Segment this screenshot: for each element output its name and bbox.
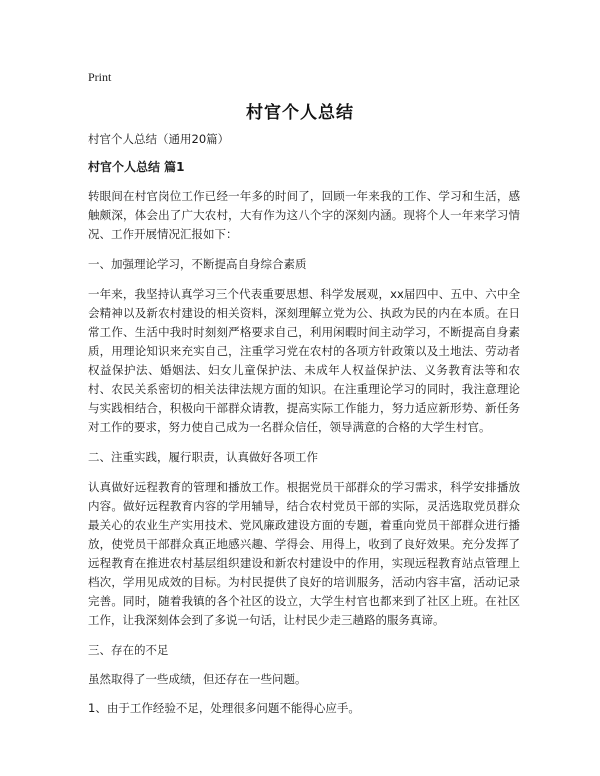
heading-1: 一、加强理论学习，不断提高自身综合素质 <box>88 257 307 271</box>
paragraph-1: 一年来，我坚持认真学习三个代表重要思想、科学发展观，xx届四中、五中、六中全会精神以及新农村建设的相关资料，深刻理解立党为公、执政为民的内在本质。在日常工作、生活中我时时刻刻严格要求自己，利用闲暇时间主动学习，不断提高自身素质，用理论知识来充实自己，注重学习党在农村的各项方针政策以及土地法、劳动者权益保护法、婚姻法、妇女儿童保护法、未成年人权益保护法、义务教育法等和农村、农民关系密切的相关法律法规方面的知识。在注重理论学习的同时，我注意理论与实践相结合，积极向干部群众请教，提高实际工作能力，努力适应新形势、新任务对工作的要求，努力使自己成为一名群众信任，领导满意的合格的大学生村官。 <box>88 287 520 434</box>
paragraph-4: 1、由于工作经验不足，处理很多问题不能得心应手。 <box>88 701 360 715</box>
page-title: 村官个人总结 <box>246 103 354 123</box>
intro-paragraph: 转眼间在村官岗位工作已经一年多的时间了，回顾一年来我的工作、学习和生活，感触颇深，体会出了广大农村，大有作为这八个字的深刻内涵。现将个人一年来学习情况、工作开展情况汇报如下： <box>88 189 520 241</box>
paragraph-3: 虽然取得了一些成绩，但还存在一些问题。 <box>88 672 307 686</box>
document-body <box>88 131 520 729</box>
heading-3: 三、存在的不足 <box>88 643 169 657</box>
paragraph-2: 认真做好远程教育的管理和播放工作。根据党员干部群众的学习需求，科学安排播放内容。做好远程教育内容的学用辅导，结合农村党员干部的实际，灵活选取党员群众最关心的农业生产实用技术、党风廉政建设方面的专题，着重向党员干部群众进行播放，使党员干部群众真正地感兴趣、学得会、用得上，收到了良好效果。充分发挥了远程教育在推进农村基层组织建设和新农村建设中的作用，实现远程教育站点管理上档次，学用见成效的目标。为村民提供了良好的培训服务，活动内容丰富，活动记录完善。同时，随着我镇的各个社区的设立，大学生村官也都来到了社区上班。在社区工作，让我深刻体会到了多说一句话，让村民少走三趟路的服务真谛。 <box>88 480 520 627</box>
heading-2: 二、注重实践，履行职责，认真做好各项工作 <box>88 450 318 464</box>
print-link[interactable]: Print <box>88 70 112 84</box>
section-heading: 村官个人总结 篇1 <box>88 160 185 174</box>
document-subtitle: 村官个人总结（通用20篇） <box>88 132 230 146</box>
